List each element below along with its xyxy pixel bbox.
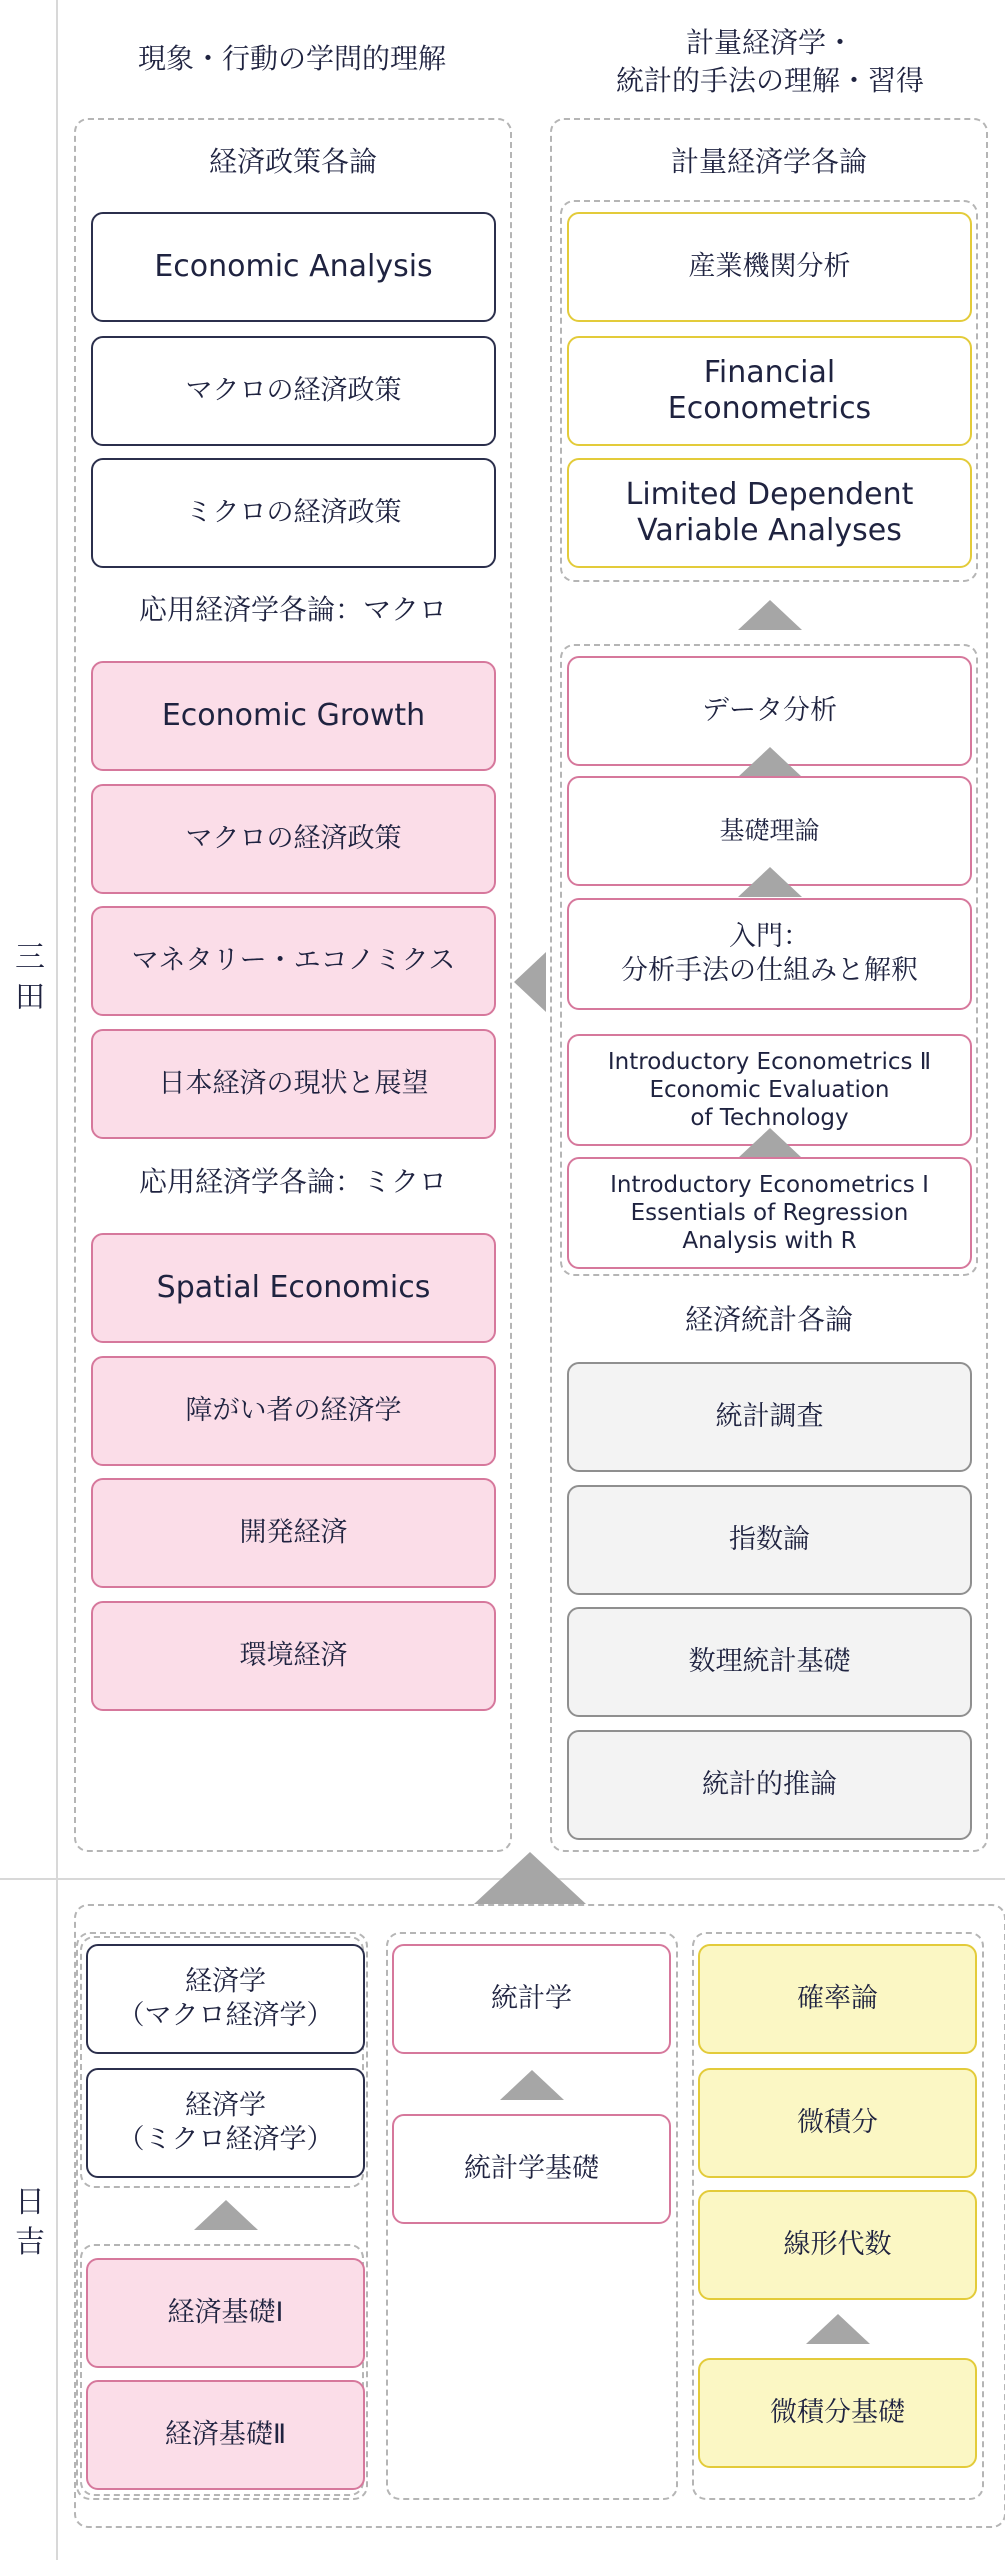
course-probability[interactable]: 確率論 (698, 1944, 977, 2054)
arrow-left-icon (514, 952, 546, 1012)
arrow-up-icon (806, 2314, 870, 2344)
course-financial-econometrics[interactable]: Financial Econometrics (567, 336, 972, 446)
course-statistical-survey[interactable]: 統計調査 (567, 1362, 972, 1472)
arrow-up-icon (500, 2070, 564, 2100)
course-index-theory[interactable]: 指数論 (567, 1485, 972, 1595)
left-column-header: 現象・行動の学問的理解 (137, 42, 446, 75)
course-macro-policy-applied[interactable]: マクロの経済政策 (91, 784, 496, 894)
campus-label-mita: 三田 (15, 940, 45, 1015)
course-economics-macro[interactable]: 経済学 （マクロ経済学） (86, 1944, 365, 2054)
course-econ-basic-2[interactable]: 経済基礎Ⅱ (86, 2380, 365, 2490)
course-statistical-inference[interactable]: 統計的推論 (567, 1730, 972, 1840)
course-development-economics[interactable]: 開発経済 (91, 1478, 496, 1588)
course-intro-methods[interactable]: 入門： 分析手法の仕組みと解釈 (567, 898, 972, 1010)
course-data-analysis[interactable]: データ分析 (567, 656, 972, 766)
course-economics-micro[interactable]: 経済学 （ミクロ経済学） (86, 2068, 365, 2178)
course-environmental-economics[interactable]: 環境経済 (91, 1601, 496, 1711)
course-statistics-basic[interactable]: 統計学基礎 (392, 2114, 671, 2224)
course-calculus[interactable]: 微積分 (698, 2068, 977, 2178)
course-japan-economy[interactable]: 日本経済の現状と展望 (91, 1029, 496, 1139)
section-title-applied-macro: 応用経済学各論：マクロ (138, 593, 447, 626)
course-limited-dependent[interactable]: Limited Dependent Variable Analyses (567, 458, 972, 568)
course-statistics[interactable]: 統計学 (392, 1944, 671, 2054)
course-calculus-basic[interactable]: 微積分基礎 (698, 2358, 977, 2468)
arrow-up-icon (738, 1128, 802, 1158)
arrow-up-icon (738, 867, 802, 897)
course-monetary-economics[interactable]: マネタリー・エコノミクス (91, 906, 496, 1016)
course-intro-econometrics-1[interactable]: Introductory Econometrics Ⅰ Essentials of Regression Analysis with R (567, 1157, 972, 1269)
arrow-up-icon (194, 2200, 258, 2230)
course-industrial-analysis[interactable]: 産業機関分析 (567, 212, 972, 322)
course-disability-economics[interactable]: 障がい者の経済学 (91, 1356, 496, 1466)
course-macro-policy[interactable]: マクロの経済政策 (91, 336, 496, 446)
course-basic-theory[interactable]: 基礎理論 (567, 776, 972, 886)
course-intro-econometrics-2[interactable]: Introductory Econometrics Ⅱ Economic Evaluation of Technology (567, 1034, 972, 1146)
section-title-econometrics: 計量経済学各論 (670, 145, 867, 178)
course-economic-growth[interactable]: Economic Growth (91, 661, 496, 771)
course-linear-algebra[interactable]: 線形代数 (698, 2190, 977, 2300)
course-micro-policy[interactable]: ミクロの経済政策 (91, 458, 496, 568)
arrow-up-icon (738, 747, 802, 777)
campus-label-hiyoshi: 日吉 (15, 2185, 45, 2260)
right-column-header: 計量経済学・ 統計的手法の理解・習得 (615, 26, 924, 97)
course-spatial-economics[interactable]: Spatial Economics (91, 1233, 496, 1343)
course-econ-basic-1[interactable]: 経済基礎Ⅰ (86, 2258, 365, 2368)
section-title-statistics: 経済統計各論 (684, 1303, 853, 1336)
arrow-up-large-icon (474, 1852, 586, 1904)
arrow-up-icon (738, 600, 802, 630)
section-title-policy: 経済政策各論 (208, 145, 377, 178)
course-math-statistics[interactable]: 数理統計基礎 (567, 1607, 972, 1717)
course-economic-analysis[interactable]: Economic Analysis (91, 212, 496, 322)
section-title-applied-micro: 応用経済学各論：ミクロ (138, 1165, 447, 1198)
campus-column-divider (56, 0, 58, 2560)
